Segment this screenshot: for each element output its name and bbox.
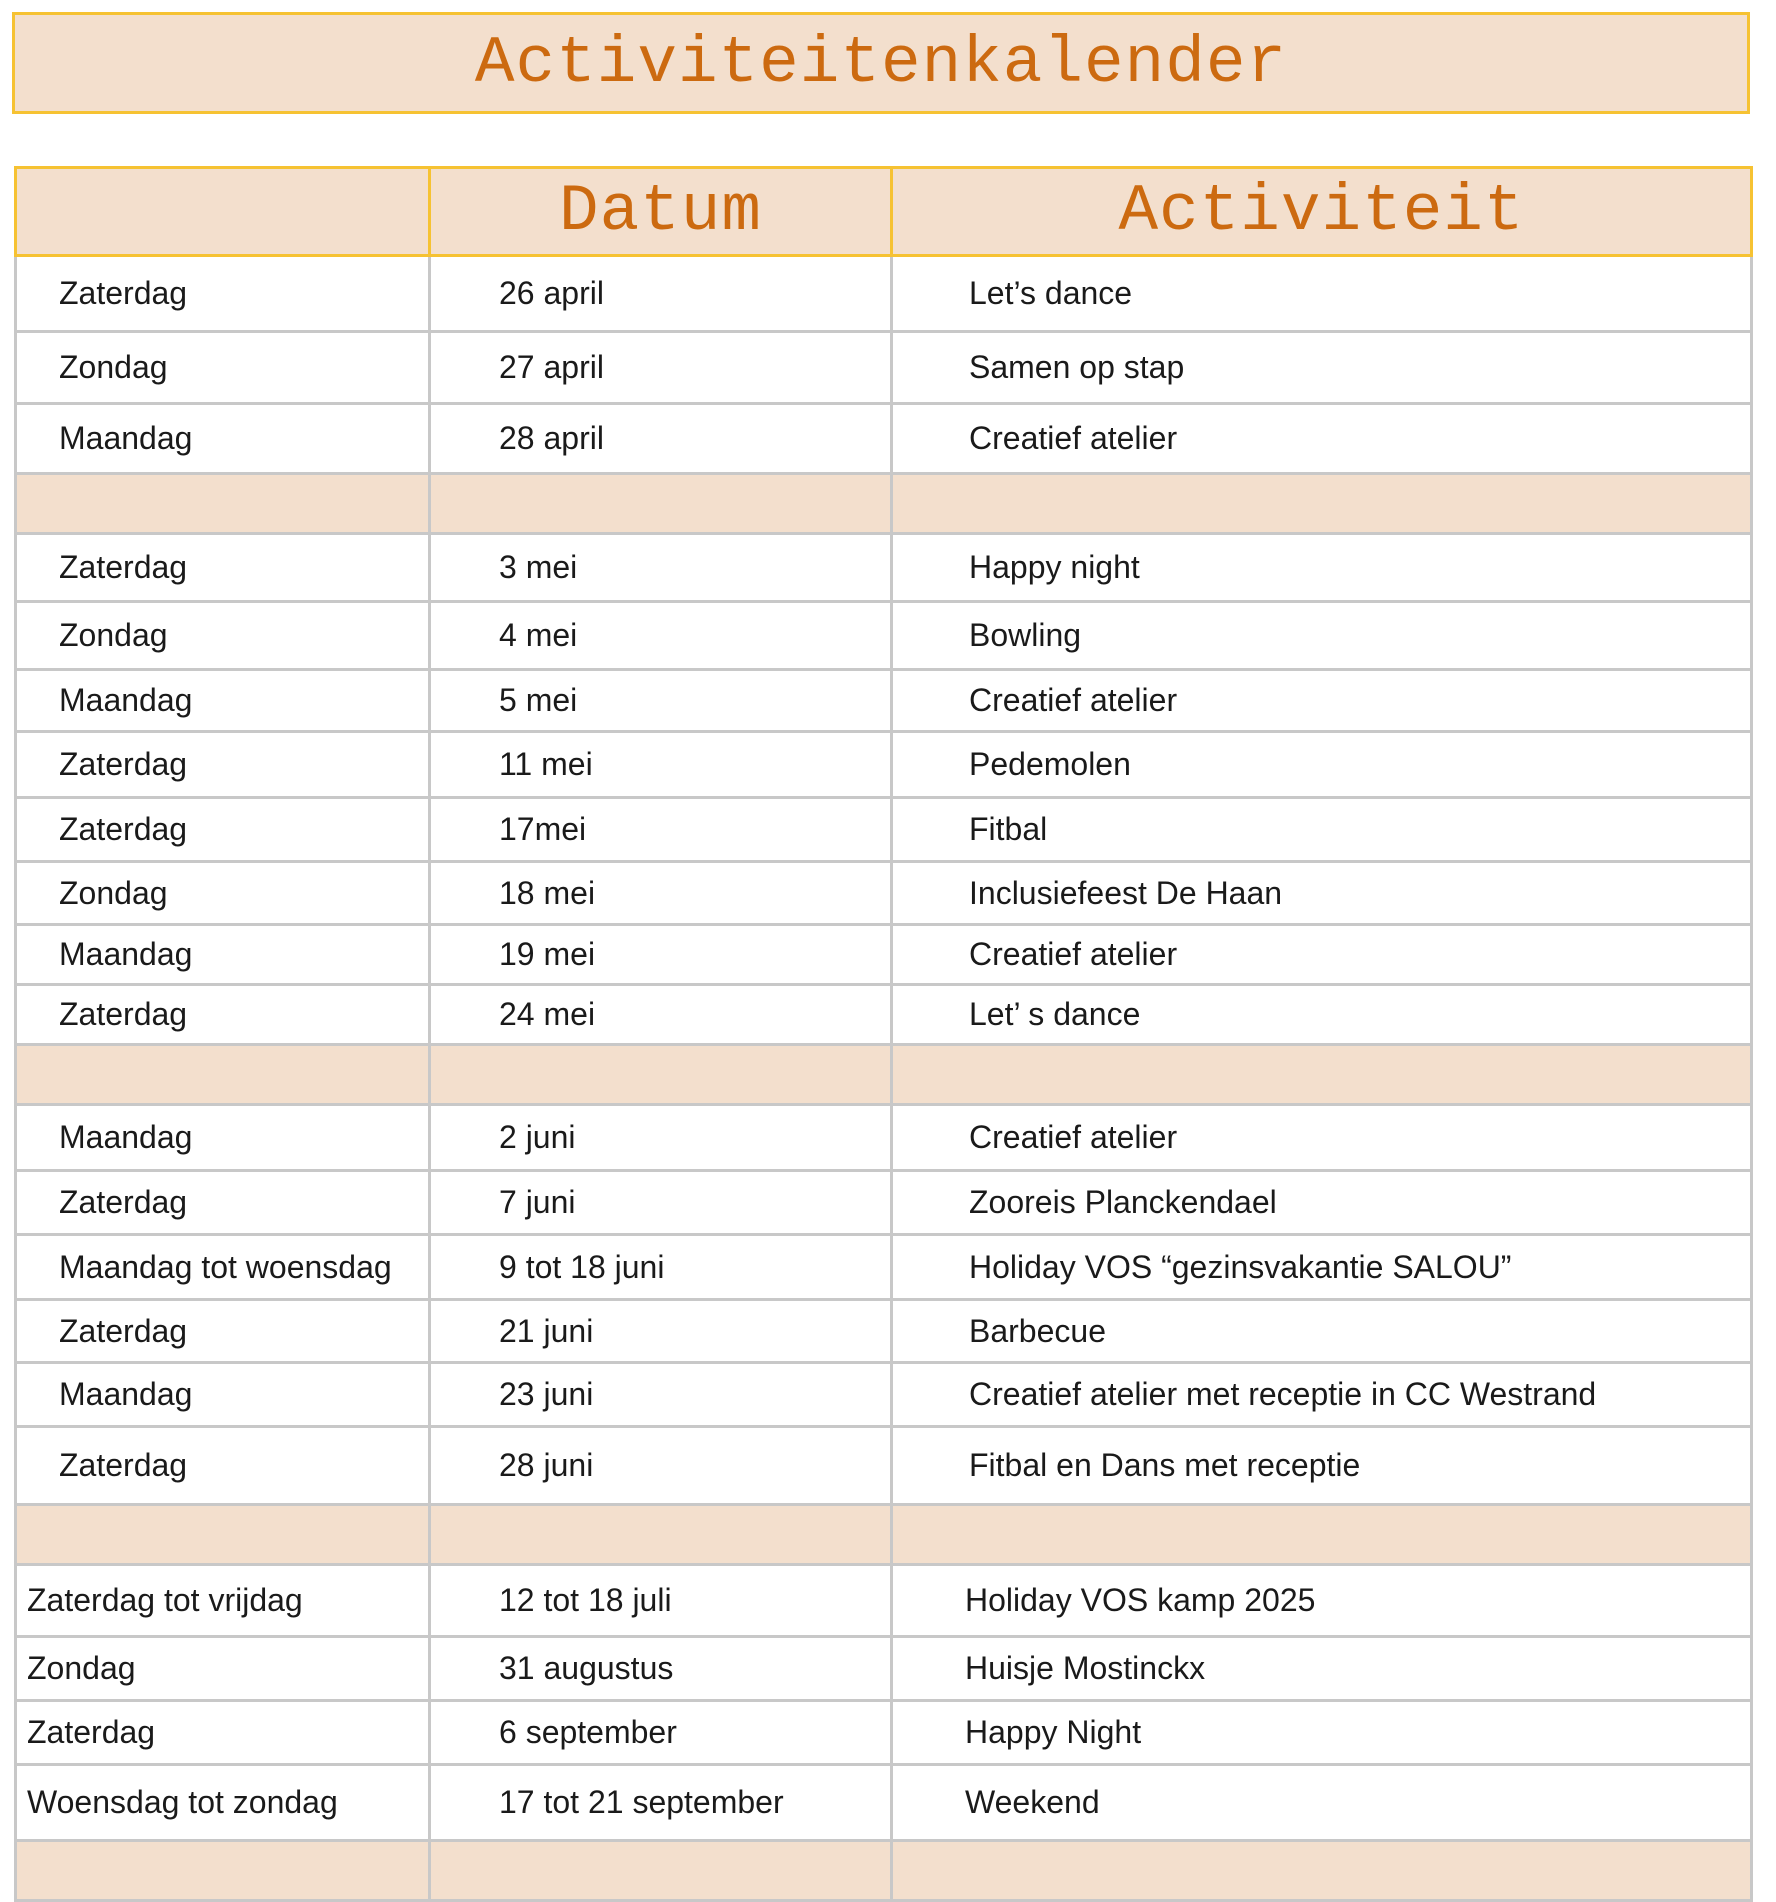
activity-cell: Happy Night: [892, 1701, 1752, 1765]
day-cell: Maandag: [16, 1363, 430, 1427]
date-cell: 28 juni: [430, 1427, 892, 1505]
table-row: [16, 404, 1752, 474]
table-row: [16, 1765, 1752, 1841]
table-row: [16, 925, 1752, 985]
table-row: [16, 985, 1752, 1045]
table-row: [16, 256, 1752, 332]
table-row: [16, 1300, 1752, 1363]
table-row: [16, 534, 1752, 602]
activity-cell: Weekend: [892, 1765, 1752, 1841]
activity-cell: Barbecue: [892, 1300, 1752, 1363]
day-cell: Zaterdag: [16, 798, 430, 862]
activity-cell: Creatief atelier: [892, 670, 1752, 732]
day-cell: Zaterdag: [16, 1701, 430, 1765]
date-cell: 24 mei: [430, 985, 892, 1045]
activity-calendar-table: [14, 166, 1753, 1902]
month-separator-row: [16, 1505, 1752, 1565]
activity-cell: Creatief atelier: [892, 925, 1752, 985]
activity-cell: Zooreis Planckendael: [892, 1171, 1752, 1235]
table-row: [16, 602, 1752, 670]
date-cell: 6 september: [430, 1701, 892, 1765]
activity-cell: Holiday VOS kamp 2025: [892, 1565, 1752, 1637]
table-row: [16, 1363, 1752, 1427]
date-cell: 31 augustus: [430, 1637, 892, 1701]
day-cell: Zaterdag: [16, 985, 430, 1045]
activity-cell: Fitbal en Dans met receptie: [892, 1427, 1752, 1505]
table-row: [16, 1235, 1752, 1300]
separator-cell: [16, 474, 430, 534]
header-date: Datum: [430, 168, 892, 256]
header-day: [16, 168, 430, 256]
day-cell: Zondag: [16, 332, 430, 404]
separator-cell: [892, 1841, 1752, 1901]
date-cell: 7 juni: [430, 1171, 892, 1235]
date-cell: 3 mei: [430, 534, 892, 602]
activity-cell: Happy night: [892, 534, 1752, 602]
day-cell: Woensdag tot zondag: [16, 1765, 430, 1841]
activity-cell: Inclusiefeest De Haan: [892, 862, 1752, 925]
activity-cell: Bowling: [892, 602, 1752, 670]
date-cell: 9 tot 18 juni: [430, 1235, 892, 1300]
date-cell: 11 mei: [430, 732, 892, 798]
separator-cell: [430, 1505, 892, 1565]
day-cell: Zaterdag: [16, 1171, 430, 1235]
day-cell: Zaterdag tot vrijdag: [16, 1565, 430, 1637]
separator-cell: [892, 474, 1752, 534]
page-title-box: [12, 12, 1750, 114]
date-cell: 28 april: [430, 404, 892, 474]
table-row: [16, 1637, 1752, 1701]
day-cell: Zaterdag: [16, 534, 430, 602]
separator-cell: [16, 1045, 430, 1105]
day-cell: Zondag: [16, 862, 430, 925]
table-row: [16, 1427, 1752, 1505]
separator-cell: [430, 1045, 892, 1105]
day-cell: Maandag: [16, 925, 430, 985]
activity-cell: Fitbal: [892, 798, 1752, 862]
table-row: [16, 798, 1752, 862]
table-row: [16, 732, 1752, 798]
day-cell: Zaterdag: [16, 1427, 430, 1505]
day-cell: Zondag: [16, 602, 430, 670]
table-row: [16, 1171, 1752, 1235]
day-cell: Zaterdag: [16, 256, 430, 332]
separator-cell: [430, 474, 892, 534]
day-cell: Maandag: [16, 670, 430, 732]
table-row: [16, 1105, 1752, 1171]
date-cell: 17 tot 21 september: [430, 1765, 892, 1841]
date-cell: 18 mei: [430, 862, 892, 925]
table-row: [16, 332, 1752, 404]
activity-cell: Holiday VOS “gezinsvakantie SALOU”: [892, 1235, 1752, 1300]
month-separator-row: [16, 1045, 1752, 1105]
separator-cell: [892, 1505, 1752, 1565]
month-separator-row: [16, 474, 1752, 534]
day-cell: Zaterdag: [16, 732, 430, 798]
date-cell: 27 april: [430, 332, 892, 404]
date-cell: 19 mei: [430, 925, 892, 985]
date-cell: 12 tot 18 juli: [430, 1565, 892, 1637]
header-activity: Activiteit: [892, 168, 1752, 256]
day-cell: Zaterdag: [16, 1300, 430, 1363]
activity-cell: Huisje Mostinckx: [892, 1637, 1752, 1701]
date-cell: 26 april: [430, 256, 892, 332]
activity-cell: Creatief atelier met receptie in CC Westrand: [892, 1363, 1752, 1427]
separator-cell: [430, 1841, 892, 1901]
day-cell: Maandag: [16, 404, 430, 474]
activity-cell: Samen op stap: [892, 332, 1752, 404]
date-cell: 21 juni: [430, 1300, 892, 1363]
table-row: [16, 1565, 1752, 1637]
separator-cell: [16, 1841, 430, 1901]
separator-cell: [892, 1045, 1752, 1105]
table-row: [16, 670, 1752, 732]
table-row: [16, 862, 1752, 925]
activity-cell: Pedemolen: [892, 732, 1752, 798]
day-cell: Maandag tot woensdag: [16, 1235, 430, 1300]
table-header-row: [16, 168, 1752, 256]
day-cell: Zondag: [16, 1637, 430, 1701]
date-cell: 5 mei: [430, 670, 892, 732]
activity-cell: Creatief atelier: [892, 1105, 1752, 1171]
separator-cell: [16, 1505, 430, 1565]
month-separator-row: [16, 1841, 1752, 1901]
date-cell: 17mei: [430, 798, 892, 862]
date-cell: 4 mei: [430, 602, 892, 670]
page-title: Activiteitenkalender: [474, 25, 1288, 101]
activity-cell: Creatief atelier: [892, 404, 1752, 474]
date-cell: 2 juni: [430, 1105, 892, 1171]
table-row: [16, 1701, 1752, 1765]
activity-cell: Let’s dance: [892, 256, 1752, 332]
activity-cell: Let’ s dance: [892, 985, 1752, 1045]
day-cell: Maandag: [16, 1105, 430, 1171]
date-cell: 23 juni: [430, 1363, 892, 1427]
